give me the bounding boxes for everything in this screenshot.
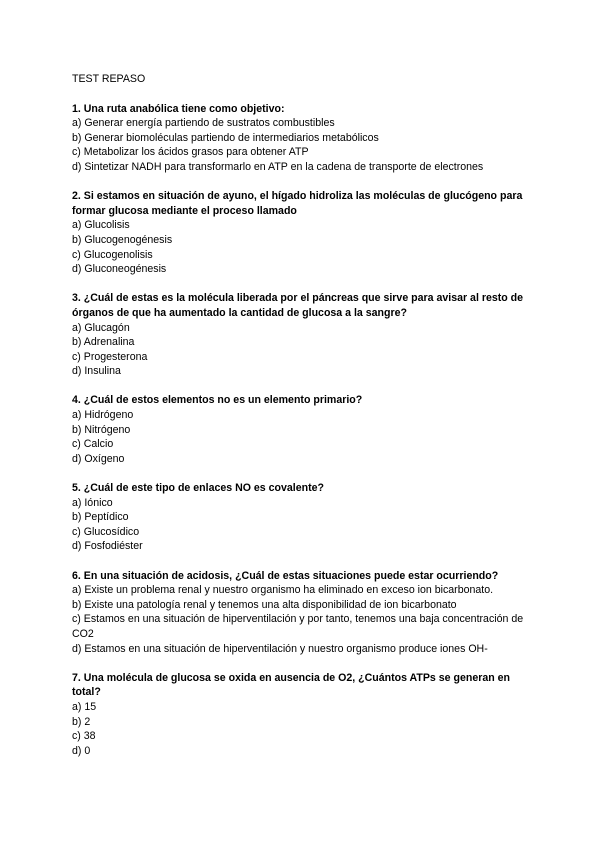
- question-6: [72, 569, 532, 657]
- question-text: 7. Una molécula de glucosa se oxida en ausencia de O2, ¿Cuántos ATPs se generan en total?: [72, 671, 511, 699]
- answer-option: c) 38: [72, 730, 96, 743]
- question-7: [72, 671, 532, 759]
- answer-option: d) Estamos en una situación de hiperventilación y nuestro organismo produce iones OH-: [72, 642, 488, 655]
- answer-option: d) Sintetizar NADH para transformarlo en ATP en la cadena de transporte de electrones: [72, 160, 484, 173]
- question-3: [72, 291, 532, 379]
- answer-option: a) 15: [72, 700, 97, 713]
- answer-option: b) Nitrógeno: [72, 423, 131, 436]
- answer-option: b) Glucogenogénesis: [72, 233, 173, 246]
- answer-option: a) Existe un problema renal y nuestro organismo ha eliminado en exceso ion bicarbonato.: [72, 584, 494, 597]
- answer-option: a) Iónico: [72, 496, 113, 509]
- answer-option: c) Glucogenolisis: [72, 248, 153, 261]
- answer-option: d) Fosfodiéster: [72, 540, 143, 553]
- question-4: [72, 393, 532, 466]
- answer-option: d) Gluconeogénesis: [72, 263, 167, 276]
- question-text: 1. Una ruta anabólica tiene como objetivo:: [72, 102, 285, 115]
- answer-option: a) Glucolisis: [72, 219, 130, 232]
- answer-option: a) Glucagón: [72, 321, 130, 334]
- answer-option: c) Estamos en una situación de hiperventilación y por tanto, tenemos una baja concentración de CO2: [72, 613, 524, 640]
- answer-option: b) Adrenalina: [72, 336, 135, 349]
- answer-option: c) Progesterona: [72, 350, 148, 363]
- answer-option: b) Existe una patología renal y tenemos una alta disponibilidad de ion bicarbonato: [72, 598, 457, 611]
- answer-option: a) Hidrógeno: [72, 409, 134, 422]
- document-title: TEST REPASO: [72, 73, 146, 85]
- question-2: [72, 189, 532, 277]
- answer-option: b) Peptídico: [72, 511, 129, 524]
- question-text: 6. En una situación de acidosis, ¿Cuál de estas situaciones puede estar ocurriendo?: [72, 569, 499, 582]
- answer-option: b) Generar biomoléculas partiendo de intermediarios metabólicos: [72, 131, 379, 144]
- answer-option: b) 2: [72, 715, 91, 728]
- answer-option: c) Metabolizar los ácidos grasos para obtener ATP: [72, 146, 309, 159]
- question-text: 2. Si estamos en situación de ayuno, el hígado hidroliza las moléculas de glucógeno para formar glucosa mediante el proceso llamado: [72, 190, 523, 217]
- answer-option: a) Generar energía partiendo de sustratos combustibles: [72, 117, 335, 130]
- answer-option: c) Calcio: [72, 438, 114, 451]
- document-page: [72, 72, 532, 773]
- answer-option: c) Glucosídico: [72, 525, 140, 538]
- answer-option: d) Oxígeno: [72, 452, 125, 465]
- question-text: 5. ¿Cuál de este tipo de enlaces NO es covalente?: [72, 482, 324, 495]
- question-text: 3. ¿Cuál de estas es la molécula liberada por el páncreas que sirve para avisar al resto de órganos de que ha aumentado la cantidad de glucosa a la sangre?: [72, 292, 524, 319]
- question-1: [72, 102, 532, 175]
- question-text: 4. ¿Cuál de estos elementos no es un elemento primario?: [72, 394, 363, 407]
- question-5: [72, 481, 532, 554]
- answer-option: d) 0: [72, 744, 91, 757]
- answer-option: d) Insulina: [72, 365, 121, 378]
